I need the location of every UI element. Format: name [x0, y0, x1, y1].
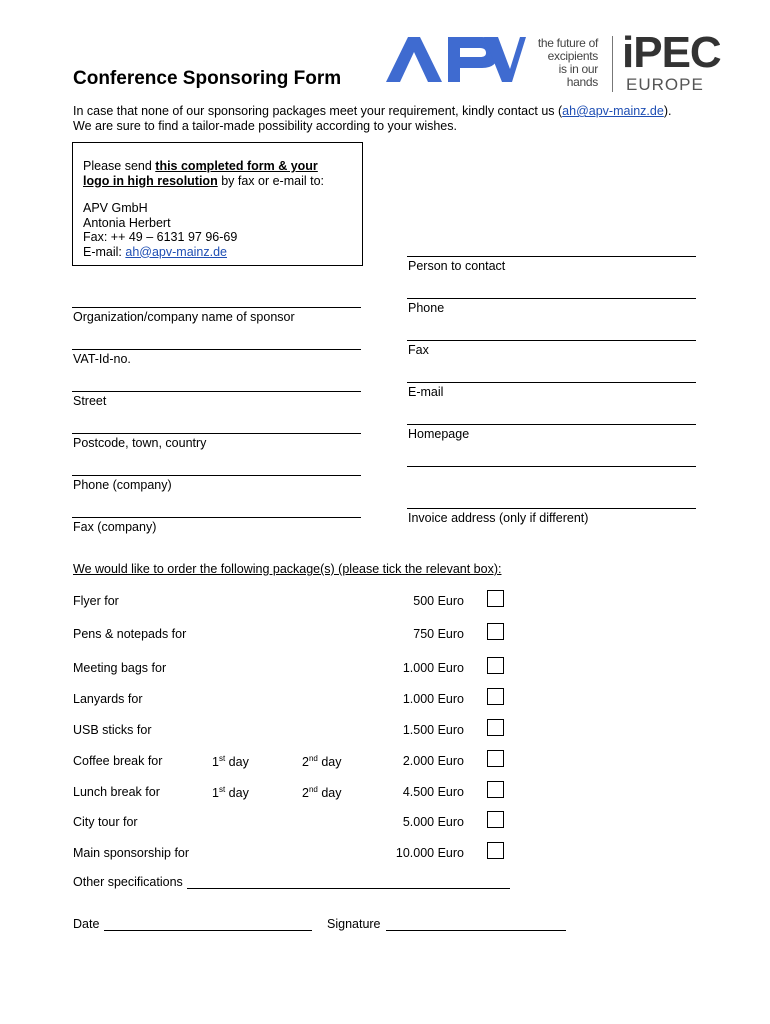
tagline: the future of excipients is in our hands [537, 36, 598, 89]
package-price: 500 Euro [413, 594, 464, 608]
postcode-label: Postcode, town, country [73, 436, 207, 450]
page-title: Conference Sponsoring Form [73, 68, 342, 89]
package-checkbox-pens[interactable] [487, 623, 504, 640]
street-field[interactable] [72, 391, 361, 392]
package-checkbox-coffee[interactable] [487, 750, 504, 767]
package-price: 1.500 Euro [402, 723, 464, 737]
vat-id-field[interactable] [72, 349, 361, 350]
signature-field[interactable] [386, 930, 566, 931]
invoice-label: Invoice address (only if different) [408, 511, 589, 525]
company-fax-label: Fax (company) [73, 520, 157, 534]
org-name-field[interactable] [72, 307, 361, 308]
box-email-link[interactable]: ah@apv-mainz.de [125, 244, 228, 259]
package-checkbox-flyer[interactable] [487, 590, 504, 607]
company-phone-label: Phone (company) [73, 478, 172, 492]
coffee-day-1[interactable]: 1st day [212, 754, 249, 770]
email-line: E-mail: ah@apv-mainz.de [83, 244, 228, 259]
order-heading: We would like to order the following package(s) (please tick the relevant box): [73, 562, 502, 576]
package-checkbox-main[interactable] [487, 842, 504, 859]
package-price: 10.000 Euro [395, 846, 464, 860]
lunch-day-1[interactable]: 1st day [212, 785, 249, 801]
street-label: Street [73, 394, 107, 408]
lunch-day-2[interactable]: 2nd day [302, 785, 342, 801]
package-label: USB sticks for [73, 723, 152, 737]
package-checkbox-citytour[interactable] [487, 811, 504, 828]
fax-label: Fax [408, 343, 429, 357]
email-field[interactable] [407, 382, 696, 383]
ipec-logo: iPEC [622, 28, 721, 77]
package-label: Lunch break for [73, 785, 160, 799]
package-checkbox-lunch[interactable] [487, 781, 504, 798]
email-label: E-mail [408, 385, 444, 399]
package-label: Pens & notepads for [73, 627, 187, 641]
apv-company-name: APV GmbH [83, 201, 148, 215]
package-price: 5.000 Euro [402, 815, 464, 829]
package-label: City tour for [73, 815, 138, 829]
postcode-field[interactable] [72, 433, 361, 434]
package-price: 750 Euro [413, 627, 464, 641]
package-checkbox-bags[interactable] [487, 657, 504, 674]
package-price: 4.500 Euro [402, 785, 464, 799]
logo-divider [612, 36, 613, 92]
homepage-label: Homepage [408, 427, 470, 441]
contact-email-link[interactable]: ah@apv-mainz.de [562, 104, 664, 118]
send-instructions-box: Please send this completed form & your logo in high resolution by fax or e-mail to: APV GmbH Antonia Herbert Fax: ++ 49 – 6131 97 96-69 E-mail: ah@apv-mainz.de [72, 142, 363, 266]
contact-person-name: Antonia Herbert [83, 215, 171, 230]
person-label: Person to contact [408, 259, 506, 273]
coffee-day-2[interactable]: 2nd day [302, 754, 342, 770]
fax-field[interactable] [407, 340, 696, 341]
other-spec-field[interactable] [187, 888, 510, 889]
company-phone-field[interactable] [72, 475, 361, 476]
person-field[interactable] [407, 256, 696, 257]
intro-line-2: We are sure to find a tailor-made possibility according to your wishes. [73, 119, 457, 133]
fax-number: Fax: ++ 49 – 6131 97 96-69 [83, 230, 238, 244]
company-fax-field[interactable] [72, 517, 361, 518]
package-checkbox-lanyards[interactable] [487, 688, 504, 705]
package-label: Flyer for [73, 594, 119, 608]
date-label: Date [73, 917, 100, 931]
other-spec-label: Other specifications [73, 875, 183, 889]
package-label: Main sponsorship for [73, 846, 190, 860]
phone-field[interactable] [407, 298, 696, 299]
package-price: 1.000 Euro [402, 661, 464, 675]
signature-label: Signature [327, 917, 381, 931]
ipec-europe-text: EUROPE [626, 75, 704, 94]
vat-id-label: VAT-Id-no. [73, 352, 131, 366]
package-checkbox-usb[interactable] [487, 719, 504, 736]
package-price: 1.000 Euro [402, 692, 464, 706]
intro-line-1: In case that none of our sponsoring packages meet your requirement, kindly contact us (ah@apv-mainz.de). [73, 104, 672, 118]
invoice-field-1[interactable] [407, 466, 696, 467]
package-label: Lanyards for [73, 692, 143, 706]
package-label: Coffee break for [73, 754, 163, 768]
package-price: 2.000 Euro [402, 754, 464, 768]
date-field[interactable] [104, 930, 312, 931]
invoice-field-2[interactable] [407, 508, 696, 509]
homepage-field[interactable] [407, 424, 696, 425]
org-name-label: Organization/company name of sponsor [73, 310, 295, 324]
phone-label: Phone [408, 301, 445, 315]
package-label: Meeting bags for [73, 661, 167, 675]
apv-logo [386, 35, 526, 85]
